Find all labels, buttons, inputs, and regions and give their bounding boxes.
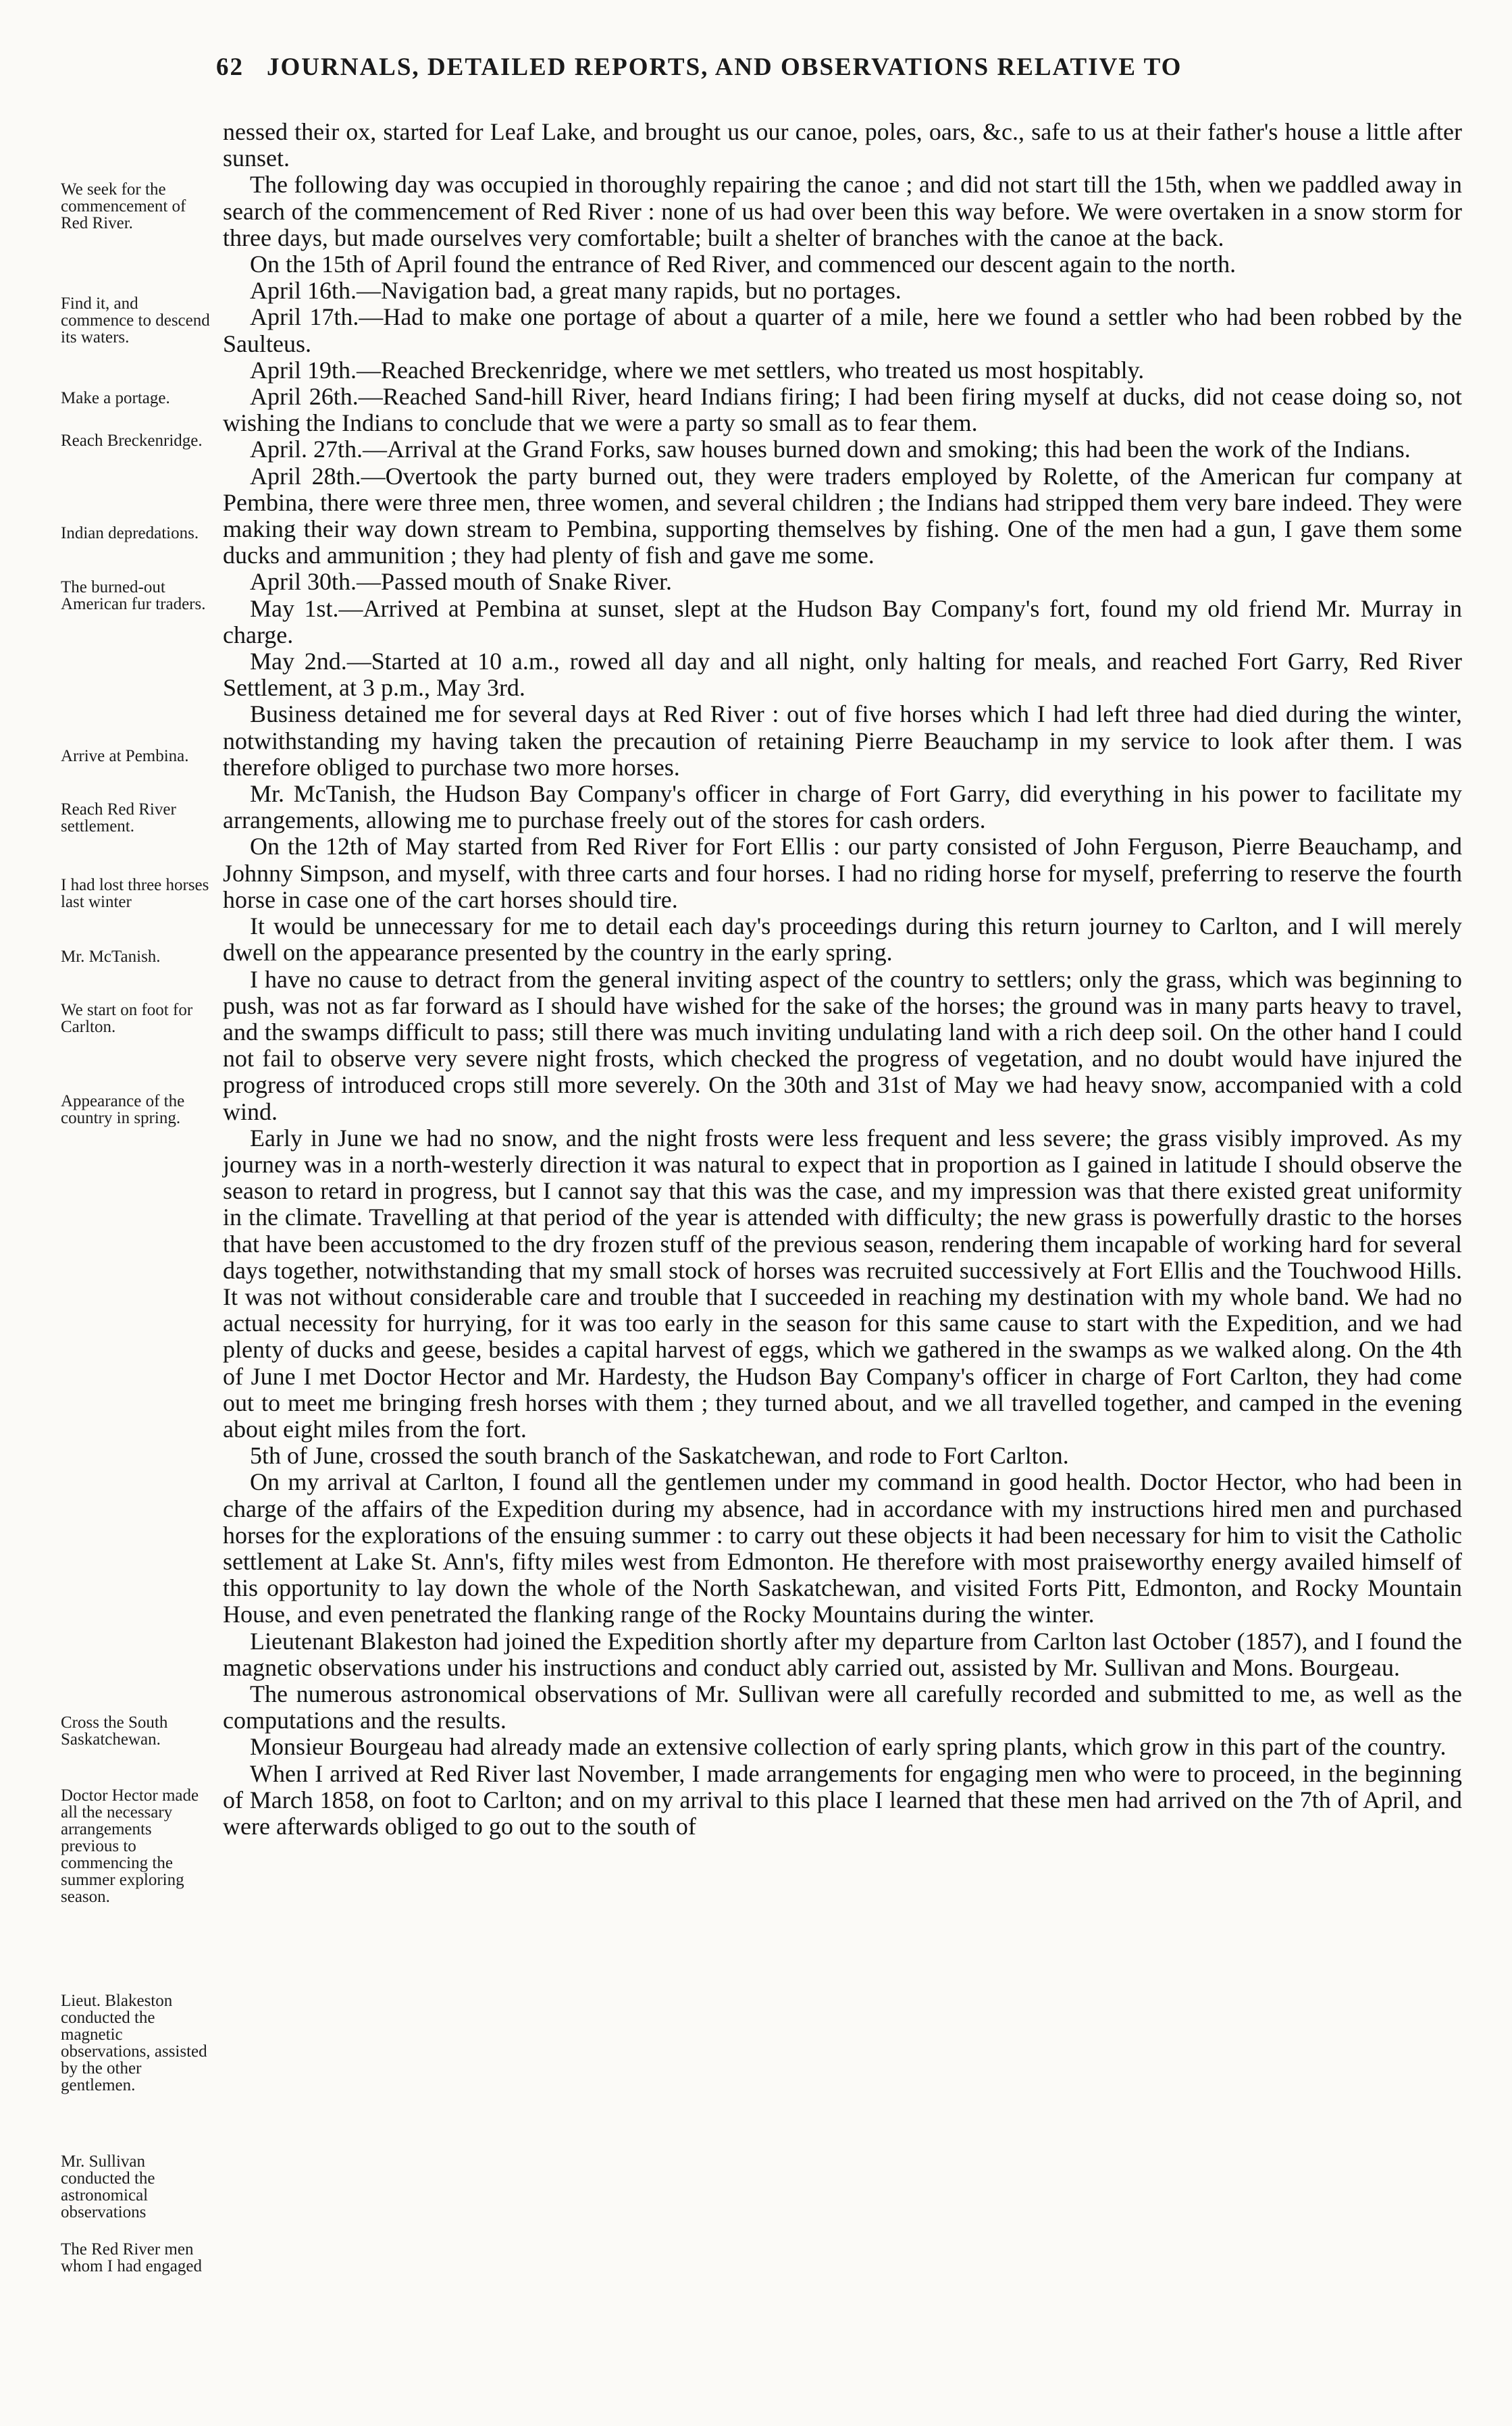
- margin-note: The Red River men whom I had engaged: [61, 2240, 202, 2275]
- margin-note: Make a portage.: [61, 389, 170, 407]
- paragraph: Business detained me for several days at Red River : out of five horses which I had left three had died during the winter, notwithstanding my having taken the precaution of retaining Pierre Beauchamp in my service to look after them. I was therefore obliged to purchase two more horses.: [223, 700, 1462, 781]
- margin-note: I had lost three horses last winter: [61, 876, 209, 911]
- body-text: [223, 119, 1462, 1840]
- margin-note: Doctor Hector made all the necessary arrangements previous to commencing the summer exploring season.: [61, 1786, 199, 1906]
- paragraph: Monsieur Bourgeau had already made an extensive collection of early spring plants, which grow in this part of the country.: [250, 1733, 1446, 1761]
- paragraph: May 1st.—Arrived at Pembina at sunset, slept at the Hudson Bay Company's fort, found my old friend Mr. Murray in charge.: [223, 594, 1462, 648]
- paragraph: April 19th.—Reached Breckenridge, where we met settlers, who treated us most hospitably.: [250, 356, 1145, 384]
- paragraph: On the 12th of May started from Red River for Fort Ellis : our party consisted of John Ferguson, Pierre Beauchamp, and Johnny Simpson, and myself, with three carts and four horses. I had no riding horse for myself, preferring to reserve the fourth horse in case one of the cart horses should tire.: [223, 833, 1462, 913]
- running-header: [216, 53, 1465, 93]
- margin-note: Cross the South Saskatchewan.: [61, 1713, 168, 1749]
- paragraph: The numerous astronomical observations of Mr. Sullivan were all carefully recorded and submitted to me, as well as the computations and the results.: [223, 1680, 1462, 1734]
- paragraph: May 2nd.—Started at 10 a.m., rowed all day and all night, only halting for meals, and reached Fort Garry, Red River Settlement, at 3 p.m., May 3rd.: [223, 648, 1462, 702]
- margin-note: Indian depredations.: [61, 524, 199, 542]
- paragraph: On the 15th of April found the entrance of Red River, and commenced our descent again to the north.: [250, 251, 1236, 278]
- margin-note: The burned-out American fur traders.: [61, 578, 206, 613]
- margin-note: Appearance of the country in spring.: [61, 1092, 185, 1127]
- margin-note: Mr. Sullivan conducted the astronomical observations: [61, 2152, 155, 2221]
- running-title: JOURNALS, DETAILED REPORTS, AND OBSERVATIONS RELATIVE TO: [267, 53, 1182, 81]
- paragraph: When I arrived at Red River last November, I made arrangements for engaging men who were to proceed, in the beginning of March 1858, on foot to Carlton; and on my arrival to this place I learned that these men had arrived on the 7th of April, and were afterwards obliged to go out to the south of: [223, 1759, 1462, 1840]
- paragraph: On my arrival at Carlton, I found all the gentlemen under my command in good health. Doctor Hector, who had been in charge of the affairs of the Expedition during my absence, had in accordance with my instructions hired men and purchased horses for the explorations of the ensuing summer : to carry out these objects it had been necessary for him to visit the Catholic settlement at Lake St. Ann's, fifty miles west from Edmonton. He therefore with most praiseworthy energy availed himself of this opportunity to lay down the whole of the North Saskatchewan, and visited Forts Pitt, Edmonton, and Rocky Mountain House, and even penetrated the flanking range of the Rocky Mountains during the winter.: [223, 1468, 1462, 1628]
- paragraph: April 17th.—Had to make one portage of about a quarter of a mile, here we found a settler who had been robbed by the Saulteus.: [223, 303, 1462, 357]
- margin-note: We start on foot for Carlton.: [61, 1001, 193, 1036]
- margin-note: Reach Red River settlement.: [61, 800, 176, 835]
- paragraph: 5th of June, crossed the south branch of the Saskatchewan, and rode to Fort Carlton.: [250, 1442, 1069, 1470]
- paragraph: April 30th.—Passed mouth of Snake River.: [250, 568, 672, 596]
- paragraph: April 16th.—Navigation bad, a great many rapids, but no portages.: [250, 277, 902, 305]
- margin-note: We seek for the commencement of Red River.: [61, 180, 186, 232]
- paragraph: Early in June we had no snow, and the night frosts were less frequent and less severe; the grass visibly improved. As my journey was in a north-westerly direction it was natural to expect that in proportion as I gained in latitude I should observe the season to retard in progress, but I cannot say that this was the case, and my impression was that there existed great uniformity in the climate. Travelling at that period of the year is attended with difficulty; the new grass is powerfully drastic to the horses that have been accustomed to the dry frozen stuff of the previous season, rendering them incapable of working hard for several days together, notwithstanding that my small stock of horses was recruited successively at Fort Ellis and the Touchwood Hills. It was not without considerable care and trouble that I succeeded in reaching my destination with my whole band. We had no actual necessity for hurrying, for it was too early in the season for this same cause to start with the Expedition, and we had plenty of ducks and geese, besides a capital harvest of eggs, which we gathered in the swamps as we walked along. On the 4th of June I met Doctor Hector and Mr. Hardesty, the Hudson Bay Company's officer in charge of Fort Carlton, they had come out to meet me bringing fresh horses with them ; they turned about, and we all travelled together, and camped in the evening about eight miles from the fort.: [223, 1124, 1462, 1443]
- paragraph: I have no cause to detract from the general inviting aspect of the country to settlers; only the grass, which was beginning to push, was not as far forward as I should have wished for the sake of the horses; the ground was in many parts heavy to travel, and the swamps difficult to pass; still there was much inviting undulating land with a rich deep soil. On the other hand I could not fail to observe very severe night frosts, which checked the progress of vegetation, and no doubt would have injured the progress of introduced crops still more severely. On the 30th and 31st of May we had heavy snow, accompanied with a cold wind.: [223, 965, 1462, 1125]
- paragraph: Lieutenant Blakeston had joined the Expedition shortly after my departure from Carlton last October (1857), and I found the magnetic observations under his instructions and conduct ably carried out, assisted by Mr. Sullivan and Mons. Bourgeau.: [223, 1627, 1462, 1681]
- margin-note: Mr. McTanish.: [61, 948, 161, 966]
- paragraph: April 26th.—Reached Sand-hill River, heard Indians firing; I had been firing myself at ducks, did not cease doing so, not wishing the Indians to conclude that we were a party so small as to fear them.: [223, 383, 1462, 437]
- margin-note: Find it, and commence to descend its waters.: [61, 294, 210, 346]
- paragraph: April. 27th.—Arrival at the Grand Forks, saw houses burned down and smoking; this had been the work of the Indians.: [250, 436, 1411, 463]
- paragraph: nessed their ox, started for Leaf Lake, and brought us our canoe, poles, oars, &c., safe to us at their father's house a little after sunset.: [223, 118, 1462, 172]
- paragraph: The following day was occupied in thoroughly repairing the canoe ; and did not start till the 15th, when we paddled away in search of the commencement of Red River : none of us had over been this way before. We were overtaken in a snow storm for three days, but made ourselves very comfortable; built a shelter of branches with the canoe at the back.: [223, 171, 1462, 251]
- paragraph: Mr. McTanish, the Hudson Bay Company's officer in charge of Fort Garry, did everything in his power to facilitate my arrangements, allowing me to purchase freely out of the stores for cash orders.: [223, 780, 1462, 834]
- margin-note: Reach Breckenridge.: [61, 432, 203, 450]
- margin-note: Arrive at Pembina.: [61, 747, 189, 765]
- margin-note: Lieut. Blakeston conducted the magnetic observations, assisted by the other gentlemen.: [61, 1992, 207, 2094]
- paragraph: It would be unnecessary for me to detail each day's proceedings during this return journey to Carlton, and I will merely dwell on the appearance presented by the country in the early spring.: [223, 912, 1462, 966]
- page-number: 62: [216, 53, 244, 81]
- margin-notes: [61, 0, 213, 2426]
- paragraph: April 28th.—Overtook the party burned out, they were traders employed by Rolette, of the American fur company at Pembina, there were three men, three women, and several children ; the Indians had stripped them very bare indeed. They were making their way down stream to Pembina, supporting themselves by fishing. One of the men had a gun, I gave them some ducks and ammunition ; they had plenty of fish and gave me some.: [223, 462, 1462, 569]
